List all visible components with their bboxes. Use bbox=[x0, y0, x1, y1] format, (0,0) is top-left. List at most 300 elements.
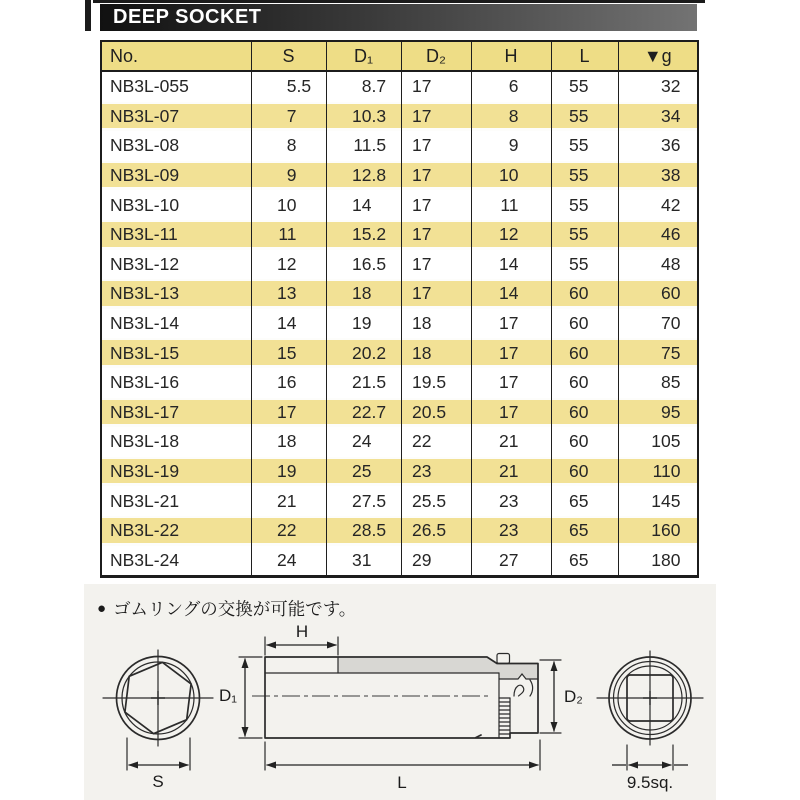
value-cell-d2 bbox=[401, 427, 471, 457]
rear-view-square-drive bbox=[597, 651, 703, 792]
part-number: NB3L-09 bbox=[110, 165, 180, 186]
value-cell-g bbox=[618, 398, 698, 428]
table-row bbox=[101, 250, 698, 280]
value-cell-d2 bbox=[401, 368, 471, 398]
page-corner-mark bbox=[85, 0, 91, 31]
part-number-cell bbox=[101, 102, 251, 132]
value-frac: .5 bbox=[431, 372, 447, 393]
table-row bbox=[101, 398, 698, 428]
part-number: NB3L-07 bbox=[110, 105, 180, 126]
value-cell-s bbox=[251, 161, 326, 191]
value-cell-s bbox=[251, 131, 326, 161]
value-int: 18 bbox=[412, 313, 432, 334]
value-cell-d1 bbox=[326, 220, 401, 250]
value-int: 21 bbox=[499, 461, 519, 482]
part-number-cell bbox=[101, 457, 251, 487]
table-row bbox=[101, 457, 698, 487]
part-number: NB3L-055 bbox=[110, 76, 189, 97]
value-int: 17 bbox=[499, 372, 519, 393]
value-frac: .7 bbox=[371, 401, 387, 422]
value-cell-d1 bbox=[326, 190, 401, 220]
value-int: 75 bbox=[661, 342, 681, 363]
value-cell-g bbox=[618, 368, 698, 398]
value-cell-s bbox=[251, 486, 326, 516]
value-int: 19 bbox=[277, 461, 297, 482]
value-int: 60 bbox=[569, 401, 589, 422]
value-int: 17 bbox=[412, 194, 432, 215]
value-int: 23 bbox=[412, 461, 432, 482]
value-frac: .5 bbox=[431, 401, 447, 422]
part-number-cell bbox=[101, 250, 251, 280]
table-row bbox=[101, 220, 698, 250]
value-int: 17 bbox=[412, 253, 432, 274]
part-number-cell bbox=[101, 220, 251, 250]
value-int: 24 bbox=[277, 549, 297, 570]
value-int: 9 bbox=[508, 135, 519, 156]
value-frac: .2 bbox=[371, 224, 387, 245]
column-header-label: No. bbox=[110, 45, 139, 66]
value-cell-d2 bbox=[401, 71, 471, 102]
part-number-cell bbox=[101, 368, 251, 398]
part-number: NB3L-13 bbox=[110, 283, 180, 304]
value-cell-d1 bbox=[326, 398, 401, 428]
value-int: 180 bbox=[651, 549, 681, 570]
value-int: 60 bbox=[569, 283, 589, 304]
table-row bbox=[101, 71, 698, 102]
value-cell-g bbox=[618, 309, 698, 339]
value-frac: .5 bbox=[371, 490, 387, 511]
section-shading bbox=[338, 658, 538, 679]
value-cell-g bbox=[618, 102, 698, 132]
page-top-rule bbox=[93, 0, 705, 3]
value-int: 9 bbox=[286, 165, 297, 186]
value-frac: .7 bbox=[371, 76, 387, 97]
value-int: 18 bbox=[352, 283, 372, 304]
value-int: 15 bbox=[277, 342, 297, 363]
value-cell-d1 bbox=[326, 427, 401, 457]
value-int: 14 bbox=[277, 313, 297, 334]
center-cross bbox=[643, 691, 657, 705]
value-cell-d2 bbox=[401, 546, 471, 577]
value-int: 8 bbox=[361, 76, 372, 97]
value-cell-h bbox=[471, 250, 551, 280]
value-int: 10 bbox=[277, 194, 297, 215]
value-cell-g bbox=[618, 338, 698, 368]
value-int: 65 bbox=[569, 520, 589, 541]
value-int: 17 bbox=[412, 283, 432, 304]
value-cell-h bbox=[471, 190, 551, 220]
value-int: 17 bbox=[499, 313, 519, 334]
part-number-cell bbox=[101, 516, 251, 546]
value-cell-l bbox=[551, 457, 618, 487]
part-number: NB3L-17 bbox=[110, 401, 180, 422]
value-cell-s bbox=[251, 398, 326, 428]
value-int: 18 bbox=[277, 431, 297, 452]
value-int: 60 bbox=[661, 283, 681, 304]
value-cell-d1 bbox=[326, 250, 401, 280]
value-int: 60 bbox=[569, 461, 589, 482]
s-dimension-label: S bbox=[152, 772, 164, 791]
rubber-ring-profile bbox=[514, 685, 524, 696]
value-int: 6 bbox=[508, 76, 519, 97]
value-int: 13 bbox=[277, 283, 297, 304]
value-cell-h bbox=[471, 131, 551, 161]
column-header-label: L bbox=[579, 45, 590, 66]
value-cell-l bbox=[551, 486, 618, 516]
value-frac: .5 bbox=[296, 76, 312, 97]
value-cell-g bbox=[618, 250, 698, 280]
value-int: 27 bbox=[352, 490, 372, 511]
value-cell-d1 bbox=[326, 102, 401, 132]
value-int: 8 bbox=[286, 135, 297, 156]
value-int: 18 bbox=[412, 342, 432, 363]
value-cell-g bbox=[618, 71, 698, 102]
value-cell-d2 bbox=[401, 398, 471, 428]
value-frac: .5 bbox=[431, 490, 447, 511]
value-cell-d2 bbox=[401, 486, 471, 516]
value-cell-g bbox=[618, 427, 698, 457]
table-row bbox=[101, 309, 698, 339]
value-int: 7 bbox=[286, 105, 297, 126]
value-int: 17 bbox=[499, 342, 519, 363]
part-number-cell bbox=[101, 486, 251, 516]
table-row bbox=[101, 368, 698, 398]
part-number-cell bbox=[101, 131, 251, 161]
ring-groove-arc bbox=[530, 680, 533, 696]
value-cell-l bbox=[551, 190, 618, 220]
value-int: 17 bbox=[277, 401, 297, 422]
part-number: NB3L-15 bbox=[110, 342, 180, 363]
value-int: 110 bbox=[652, 461, 681, 482]
value-int: 25 bbox=[412, 490, 432, 511]
value-cell-h bbox=[471, 71, 551, 102]
value-frac: .5 bbox=[371, 520, 387, 541]
value-int: 32 bbox=[661, 76, 681, 97]
value-cell-h bbox=[471, 546, 551, 577]
note-text: ゴムリングの交換が可能です。 bbox=[113, 599, 357, 619]
value-cell-h bbox=[471, 161, 551, 191]
value-int: 65 bbox=[569, 490, 589, 511]
value-int: 25 bbox=[352, 461, 372, 482]
value-int: 11 bbox=[278, 224, 297, 245]
value-cell-h bbox=[471, 102, 551, 132]
part-number: NB3L-14 bbox=[110, 313, 180, 334]
table-row bbox=[101, 338, 698, 368]
value-cell-d1 bbox=[326, 309, 401, 339]
value-cell-d1 bbox=[326, 457, 401, 487]
value-cell-d2 bbox=[401, 131, 471, 161]
value-cell-s bbox=[251, 71, 326, 102]
value-int: 60 bbox=[569, 313, 589, 334]
part-number: NB3L-21 bbox=[110, 490, 180, 511]
value-int: 10 bbox=[352, 105, 372, 126]
value-int: 16 bbox=[277, 372, 297, 393]
dimension-diagram bbox=[95, 618, 715, 800]
sq-dimension-label: 9.5sq. bbox=[626, 773, 674, 792]
value-cell-l bbox=[551, 368, 618, 398]
value-int: 55 bbox=[569, 253, 589, 274]
value-cell-h bbox=[471, 427, 551, 457]
part-number-cell bbox=[101, 309, 251, 339]
value-int: 23 bbox=[499, 520, 519, 541]
side-view-socket bbox=[219, 622, 583, 792]
table-row bbox=[101, 546, 698, 577]
table-row bbox=[101, 190, 698, 220]
part-number: NB3L-10 bbox=[110, 194, 180, 215]
value-cell-h bbox=[471, 516, 551, 546]
value-int: 20 bbox=[412, 401, 432, 422]
value-cell-d2 bbox=[401, 279, 471, 309]
value-cell-g bbox=[618, 516, 698, 546]
value-int: 12 bbox=[277, 253, 297, 274]
column-header-h bbox=[471, 41, 551, 71]
part-number: NB3L-24 bbox=[110, 549, 180, 570]
d1-dimension-label: D₁ bbox=[218, 686, 238, 705]
value-cell-l bbox=[551, 71, 618, 102]
part-number-cell bbox=[101, 190, 251, 220]
value-int: 14 bbox=[499, 253, 519, 274]
value-cell-s bbox=[251, 190, 326, 220]
value-cell-l bbox=[551, 338, 618, 368]
value-cell-g bbox=[618, 161, 698, 191]
table-row bbox=[101, 516, 698, 546]
value-cell-s bbox=[251, 338, 326, 368]
column-header-label: D₁ bbox=[353, 45, 374, 66]
value-cell-d1 bbox=[326, 486, 401, 516]
value-int: 24 bbox=[352, 431, 372, 452]
column-header-label: S bbox=[282, 45, 295, 66]
knurl-band bbox=[499, 698, 510, 738]
section-title: DEEP SOCKET bbox=[113, 6, 262, 28]
table-row bbox=[101, 161, 698, 191]
column-header-l bbox=[551, 41, 618, 71]
value-int: 15 bbox=[352, 224, 372, 245]
value-cell-l bbox=[551, 546, 618, 577]
value-int: 21 bbox=[277, 490, 297, 511]
value-cell-g bbox=[618, 486, 698, 516]
value-cell-s bbox=[251, 279, 326, 309]
column-header-label: H bbox=[504, 45, 518, 66]
value-int: 85 bbox=[661, 372, 681, 393]
value-frac: .3 bbox=[371, 105, 387, 126]
value-int: 26 bbox=[412, 520, 432, 541]
value-cell-h bbox=[471, 457, 551, 487]
value-cell-d2 bbox=[401, 102, 471, 132]
spec-table bbox=[100, 40, 699, 578]
value-cell-d1 bbox=[326, 368, 401, 398]
value-cell-g bbox=[618, 220, 698, 250]
part-number: NB3L-16 bbox=[110, 372, 180, 393]
value-cell-d1 bbox=[326, 279, 401, 309]
table-row bbox=[101, 279, 698, 309]
value-cell-h bbox=[471, 279, 551, 309]
part-number-cell bbox=[101, 279, 251, 309]
table-row bbox=[101, 102, 698, 132]
value-int: 11 bbox=[500, 194, 519, 215]
front-view-hex bbox=[103, 650, 213, 791]
value-int: 60 bbox=[569, 342, 589, 363]
value-cell-s bbox=[251, 546, 326, 577]
value-cell-h bbox=[471, 220, 551, 250]
value-int: 55 bbox=[569, 194, 589, 215]
value-int: 29 bbox=[412, 549, 432, 570]
value-cell-g bbox=[618, 546, 698, 577]
value-frac: .8 bbox=[371, 165, 387, 186]
value-cell-d2 bbox=[401, 250, 471, 280]
value-int: 95 bbox=[661, 401, 681, 422]
value-cell-d1 bbox=[326, 131, 401, 161]
value-cell-d1 bbox=[326, 338, 401, 368]
value-cell-s bbox=[251, 250, 326, 280]
value-cell-l bbox=[551, 250, 618, 280]
value-cell-l bbox=[551, 398, 618, 428]
part-number: NB3L-22 bbox=[110, 520, 180, 541]
column-header-no bbox=[101, 41, 251, 71]
value-int: 21 bbox=[352, 372, 372, 393]
value-int: 12 bbox=[499, 224, 519, 245]
value-frac: .5 bbox=[431, 520, 447, 541]
value-cell-g bbox=[618, 190, 698, 220]
value-int: 70 bbox=[661, 313, 681, 334]
part-number: NB3L-11 bbox=[110, 224, 178, 245]
part-number: NB3L-12 bbox=[110, 253, 180, 274]
part-number-cell bbox=[101, 71, 251, 102]
center-cross bbox=[151, 691, 165, 705]
value-int: 17 bbox=[412, 105, 432, 126]
value-int: 5 bbox=[286, 76, 297, 97]
value-int: 34 bbox=[661, 105, 681, 126]
part-number-cell bbox=[101, 398, 251, 428]
value-int: 16 bbox=[352, 253, 372, 274]
value-cell-d2 bbox=[401, 338, 471, 368]
value-int: 22 bbox=[277, 520, 297, 541]
value-int: 55 bbox=[569, 165, 589, 186]
value-int: 22 bbox=[352, 401, 372, 422]
value-cell-s bbox=[251, 457, 326, 487]
value-int: 11 bbox=[353, 135, 372, 156]
value-int: 55 bbox=[569, 224, 589, 245]
value-int: 48 bbox=[661, 253, 681, 274]
column-header-s bbox=[251, 41, 326, 71]
d2-dimension-label: D₂ bbox=[564, 687, 583, 706]
part-number-cell bbox=[101, 427, 251, 457]
value-int: 55 bbox=[569, 135, 589, 156]
value-int: 17 bbox=[412, 224, 432, 245]
table-row bbox=[101, 427, 698, 457]
value-int: 38 bbox=[661, 165, 681, 186]
value-int: 60 bbox=[569, 431, 589, 452]
drive-pin-hole bbox=[497, 654, 510, 664]
value-int: 65 bbox=[569, 549, 589, 570]
value-int: 60 bbox=[569, 372, 589, 393]
value-int: 17 bbox=[412, 76, 432, 97]
value-int: 22 bbox=[412, 431, 432, 452]
value-cell-d2 bbox=[401, 161, 471, 191]
table-row bbox=[101, 486, 698, 516]
value-cell-h bbox=[471, 338, 551, 368]
part-number: NB3L-18 bbox=[110, 431, 180, 452]
part-number-cell bbox=[101, 161, 251, 191]
value-cell-s bbox=[251, 427, 326, 457]
value-frac: .5 bbox=[371, 135, 387, 156]
value-int: 17 bbox=[412, 165, 432, 186]
section-title-bar bbox=[100, 4, 697, 31]
value-cell-l bbox=[551, 220, 618, 250]
l-dimension-label: L bbox=[397, 773, 407, 792]
value-cell-d2 bbox=[401, 309, 471, 339]
value-int: 14 bbox=[499, 283, 519, 304]
value-int: 105 bbox=[651, 431, 681, 452]
value-cell-h bbox=[471, 368, 551, 398]
value-int: 21 bbox=[499, 431, 519, 452]
bullet-icon: ● bbox=[97, 600, 107, 617]
value-cell-l bbox=[551, 279, 618, 309]
value-cell-s bbox=[251, 309, 326, 339]
value-cell-s bbox=[251, 516, 326, 546]
column-header-g bbox=[618, 41, 698, 71]
column-header-label: ▼g bbox=[643, 45, 672, 66]
value-int: 19 bbox=[352, 313, 372, 334]
value-int: 8 bbox=[508, 105, 519, 126]
value-int: 36 bbox=[661, 135, 681, 156]
value-cell-l bbox=[551, 131, 618, 161]
part-number: NB3L-08 bbox=[110, 135, 180, 156]
column-header-d1 bbox=[326, 41, 401, 71]
value-cell-g bbox=[618, 131, 698, 161]
value-frac: .5 bbox=[371, 253, 387, 274]
value-int: 14 bbox=[352, 194, 372, 215]
value-cell-d1 bbox=[326, 516, 401, 546]
value-cell-d2 bbox=[401, 457, 471, 487]
h-dimension-label: H bbox=[295, 622, 309, 641]
value-cell-d1 bbox=[326, 546, 401, 577]
value-int: 55 bbox=[569, 76, 589, 97]
table-row bbox=[101, 131, 698, 161]
part-number-cell bbox=[101, 546, 251, 577]
value-cell-l bbox=[551, 516, 618, 546]
value-cell-l bbox=[551, 102, 618, 132]
value-int: 145 bbox=[651, 490, 681, 511]
value-cell-g bbox=[618, 279, 698, 309]
value-int: 27 bbox=[499, 549, 519, 570]
value-int: 10 bbox=[499, 165, 519, 186]
part-number: NB3L-19 bbox=[110, 461, 180, 482]
table-header-row bbox=[101, 41, 698, 71]
value-cell-h bbox=[471, 398, 551, 428]
value-int: 20 bbox=[352, 342, 372, 363]
value-cell-d2 bbox=[401, 190, 471, 220]
value-int: 42 bbox=[661, 194, 681, 215]
value-cell-d2 bbox=[401, 220, 471, 250]
value-int: 23 bbox=[499, 490, 519, 511]
value-int: 17 bbox=[412, 135, 432, 156]
value-int: 17 bbox=[499, 401, 519, 422]
value-cell-h bbox=[471, 486, 551, 516]
value-cell-h bbox=[471, 309, 551, 339]
value-int: 19 bbox=[412, 372, 432, 393]
value-cell-g bbox=[618, 457, 698, 487]
value-int: 55 bbox=[569, 105, 589, 126]
value-int: 31 bbox=[352, 549, 372, 570]
value-cell-s bbox=[251, 368, 326, 398]
value-cell-l bbox=[551, 309, 618, 339]
value-cell-d1 bbox=[326, 161, 401, 191]
value-int: 160 bbox=[651, 520, 681, 541]
column-header-label: D₂ bbox=[426, 45, 446, 66]
value-int: 12 bbox=[352, 165, 372, 186]
value-cell-l bbox=[551, 161, 618, 191]
value-cell-s bbox=[251, 220, 326, 250]
